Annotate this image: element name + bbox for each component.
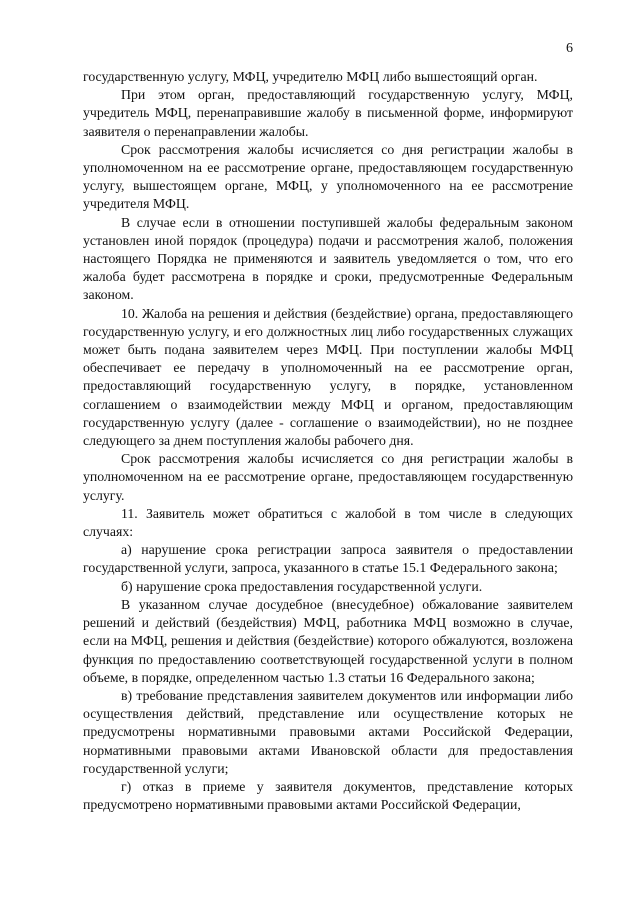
page-number: 6	[566, 41, 573, 56]
paragraph-2: При этом орган, предоставляющий государственную услугу, МФЦ, учредитель МФЦ, перенаправившие жалобу в письменной форме, информируют заявителя о перенаправлении жалобы.	[83, 87, 573, 139]
paragraph-11: в) требование представления заявителем документов или информации либо осуществления действий, представление или осуществление которых не предусмотрены нормативными правовыми актами Российской Федерации, нормативными правовыми актами Ивановской области для предоставления государственной услуги;	[83, 687, 573, 776]
paragraph-8: а) нарушение срока регистрации запроса заявителя о предоставлении государственной услуги, запроса, указанного в статье 15.1 Федерального закона;	[83, 542, 573, 576]
paragraph-6: Срок рассмотрения жалобы исчисляется со дня регистрации жалобы в уполномоченном на ее рассмотрение органе, предоставляющем государственную услугу.	[83, 451, 573, 503]
paragraph-10: В указанном случае досудебное (внесудебное) обжалование заявителем решений и действий (бездействия) МФЦ, работника МФЦ возможно в случае, если на МФЦ, решения и действия (бездействие) которого обжалуются, возложена функция по предоставлению соответствующей государственной услуги в полном объеме, в порядке, определенном частью 1.3 статьи 16 Федерального закона;	[83, 596, 573, 685]
paragraph-9: б) нарушение срока предоставления государственной услуги.	[121, 578, 483, 594]
paragraph-7: 11. Заявитель может обратиться с жалобой в том числе в следующих случаях:	[83, 505, 573, 540]
body-text	[83, 68, 573, 814]
paragraph-12: г) отказ в приеме у заявителя документов, представление которых предусмотрено нормативными правовыми актами Российской Федерации,	[83, 778, 573, 813]
paragraph-5: 10. Жалоба на решения и действия (бездействие) органа, предоставляющего государственную услугу, и его должностных лиц либо государственных служащих может быть подана заявителем через МФЦ. При поступлении жалобы МФЦ обеспечивает ее передачу в уполномоченный на ее рассмотрение орган, предоставляющий государственную услугу, в порядке, установленном соглашением о взаимодействии между МФЦ и органом, предоставляющим государственную услугу (далее - соглашение о взаимодействии), но не позднее следующего за днем поступления жалобы рабочего дня.	[83, 305, 573, 449]
paragraph-3: Срок рассмотрения жалобы исчисляется со дня регистрации жалобы в уполномоченном на ее рассмотрение органе, предоставляющем государственную услугу, вышестоящем органе, МФЦ, у уполномоченного на ее рассмотрение учредителя МФЦ.	[83, 141, 573, 212]
paragraph-1: государственную услугу, МФЦ, учредителю МФЦ либо вышестоящий орган.	[83, 69, 538, 84]
paragraph-4: В случае если в отношении поступившей жалобы федеральным законом установлен иной порядок (процедура) подачи и рассмотрения жалоб, положения настоящего Порядка не применяются и заявитель уведомляется о том, что его жалоба будет рассмотрена в порядке и сроки, предусмотренные Федеральным законом.	[83, 214, 573, 303]
